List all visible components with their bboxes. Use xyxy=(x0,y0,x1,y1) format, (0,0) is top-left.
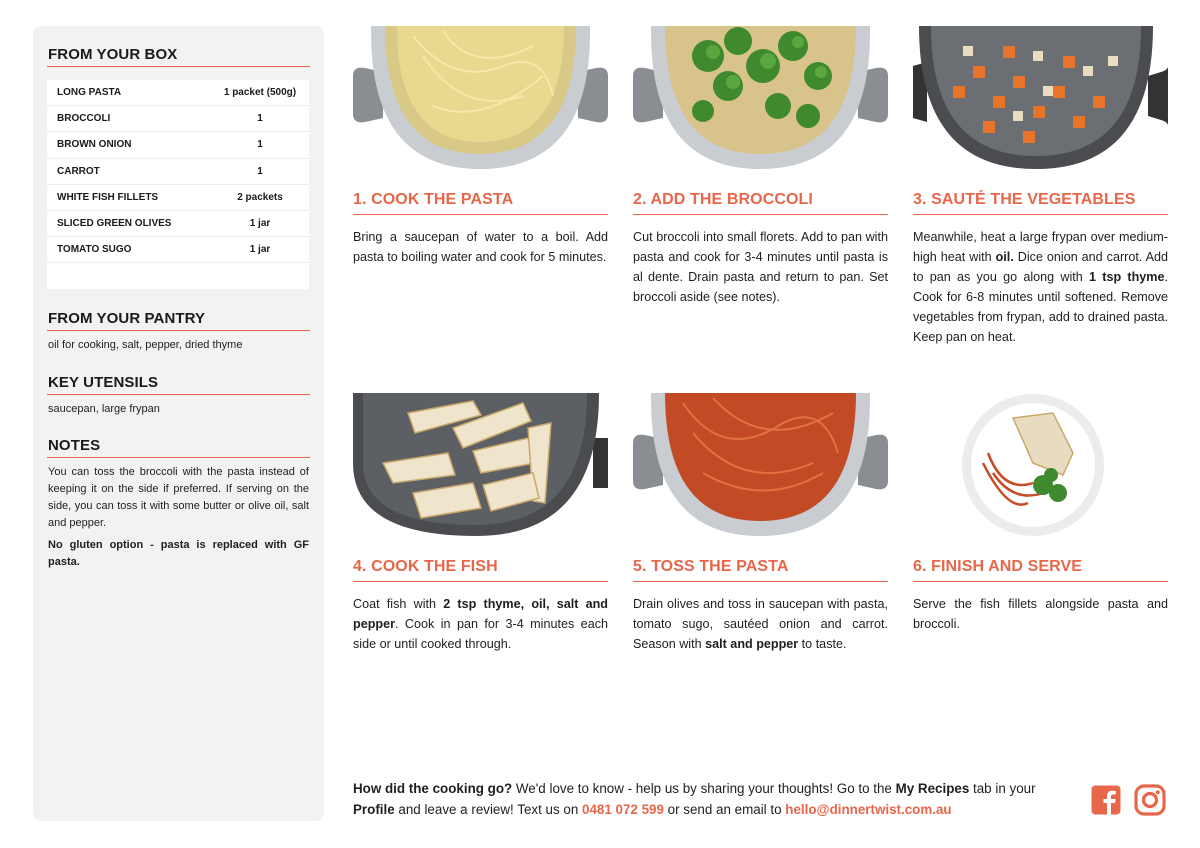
step-photo-pot-tomato-pasta xyxy=(633,393,888,536)
step-4 xyxy=(353,393,608,654)
step-text: Bring a saucepan of water to a boil. Add pasta to boiling water and cook for 5 minutes. xyxy=(353,230,608,264)
notes-section xyxy=(47,437,310,571)
step-6 xyxy=(913,393,1168,634)
step-5 xyxy=(633,393,888,654)
ingredients-sidebar xyxy=(33,26,324,821)
pantry-text: oil for cooking, salt, pepper, dried thyme xyxy=(48,339,243,352)
step-instructions xyxy=(913,227,1168,347)
table-row xyxy=(47,80,309,106)
ingredient-name: BROWN ONION xyxy=(57,139,132,151)
ingredient-qty: 2 packets xyxy=(237,191,283,203)
notes-heading: NOTES xyxy=(47,437,310,458)
notes-text: You can toss the broccoli with the pasta instead of keeping it on the side if preferred. If serving on the side, you can toss it with some butter or olive oil, salt and pepper. xyxy=(48,466,309,530)
notes-gluten-text: No gluten option - pasta is replaced with GF pasta. xyxy=(48,539,309,569)
step-text-bold: 2 tsp thyme, oil, salt and pepper xyxy=(353,597,609,631)
ingredient-name: TOMATO SUGO xyxy=(57,244,132,256)
ingredient-name: LONG PASTA xyxy=(57,87,122,99)
step-1 xyxy=(353,26,608,267)
feedback-footer xyxy=(353,778,1073,820)
step-instructions xyxy=(353,594,608,654)
from-box-heading: FROM YOUR BOX xyxy=(47,46,310,67)
table-row xyxy=(47,159,309,185)
step-title: 5. TOSS THE PASTA xyxy=(633,558,888,582)
step-instructions xyxy=(913,594,1168,634)
step-3 xyxy=(913,26,1168,347)
step-photo-pot-boiling-pasta xyxy=(353,26,608,169)
step-title: 1. COOK THE PASTA xyxy=(353,191,608,215)
instagram-icon[interactable] xyxy=(1134,784,1166,821)
utensils-heading: KEY UTENSILS xyxy=(47,374,310,395)
utensils-section xyxy=(47,374,310,418)
ingredient-name: SLICED GREEN OLIVES xyxy=(57,218,172,230)
ingredient-qty: 1 xyxy=(257,139,263,151)
ingredient-name: BROCCOLI xyxy=(57,113,111,125)
step-photo-frypan-onion-carrot xyxy=(913,26,1168,169)
step-instructions xyxy=(633,594,888,654)
ingredient-qty: 1 packet (500g) xyxy=(223,87,297,99)
step-instructions xyxy=(633,227,888,307)
step-title: 2. ADD THE BROCCOLI xyxy=(633,191,888,215)
table-row xyxy=(47,132,309,158)
table-row xyxy=(47,237,309,263)
facebook-icon[interactable] xyxy=(1090,784,1122,821)
step-text: . Cook for 6-8 minutes until softened. Remove vegetables from frypan, add to drained pasta. Keep pan on heat. xyxy=(913,270,1168,344)
step-text-bold: salt and pepper xyxy=(705,637,799,651)
footer-question: How did the cooking go? xyxy=(353,781,513,796)
ingredient-qty: 1 jar xyxy=(249,244,271,256)
ingredient-qty: 1 xyxy=(257,113,263,125)
pantry-heading: FROM YOUR PANTRY xyxy=(47,310,310,331)
step-text: Dice onion and carrot. Add to pan as you go along with xyxy=(913,250,1168,284)
step-title: 6. FINISH AND SERVE xyxy=(913,558,1168,582)
ingredient-name: WHITE FISH FILLETS xyxy=(57,191,159,203)
my-recipes-link[interactable]: My Recipes xyxy=(895,781,970,796)
utensils-text: saucepan, large frypan xyxy=(48,403,160,416)
step-text: to taste. xyxy=(798,637,847,651)
step-text-bold: 1 tsp thyme xyxy=(1089,270,1165,284)
ingredients-table xyxy=(47,80,309,289)
footer-text: We'd love to know - help us by sharing your thoughts! Go to the xyxy=(512,781,896,796)
profile-link[interactable]: Profile xyxy=(353,802,395,817)
step-photo-frypan-fish-fillets xyxy=(353,393,608,536)
step-text-bold: oil. xyxy=(995,250,1014,264)
step-instructions xyxy=(353,227,608,267)
step-photo-plated-dish xyxy=(913,393,1168,536)
footer-text: or send an email to xyxy=(663,802,786,817)
step-text: Serve the fish fillets alongside pasta and broccoli. xyxy=(913,597,1168,631)
table-row-empty xyxy=(47,263,309,289)
ingredient-qty: 1 jar xyxy=(249,218,271,230)
email-link[interactable]: hello@dinnertwist.com.au xyxy=(785,802,952,817)
step-2 xyxy=(633,26,888,307)
step-text: . Cook in pan for 3-4 minutes each side or until cooked through. xyxy=(353,617,608,651)
step-text: Coat fish with xyxy=(353,597,444,611)
pantry-section xyxy=(47,310,310,354)
ingredient-qty: 1 xyxy=(257,165,263,177)
step-title: 4. COOK THE FISH xyxy=(353,558,608,582)
step-text: Cut broccoli into small florets. Add to pan with pasta and cook for 3-4 minutes until pasta is al dente. Drain pasta and return to pan. Set broccoli aside (see notes). xyxy=(633,230,888,304)
footer-text: tab in your xyxy=(969,781,1036,796)
table-row xyxy=(47,106,309,132)
step-title: 3. SAUTÉ THE VEGETABLES xyxy=(913,191,1168,215)
table-row xyxy=(47,185,309,211)
footer-text: and leave a review! Text us on xyxy=(394,802,583,817)
table-row xyxy=(47,211,309,237)
step-text: Meanwhile, heat a large frypan over medium-high heat with xyxy=(913,230,1168,264)
step-photo-pot-pasta-broccoli xyxy=(633,26,888,169)
phone-link[interactable]: 0481 072 599 xyxy=(582,802,664,817)
step-text: Drain olives and toss in saucepan with pasta, tomato sugo, sautéed onion and carrot. Season with xyxy=(633,597,888,651)
ingredient-name: CARROT xyxy=(57,165,100,177)
